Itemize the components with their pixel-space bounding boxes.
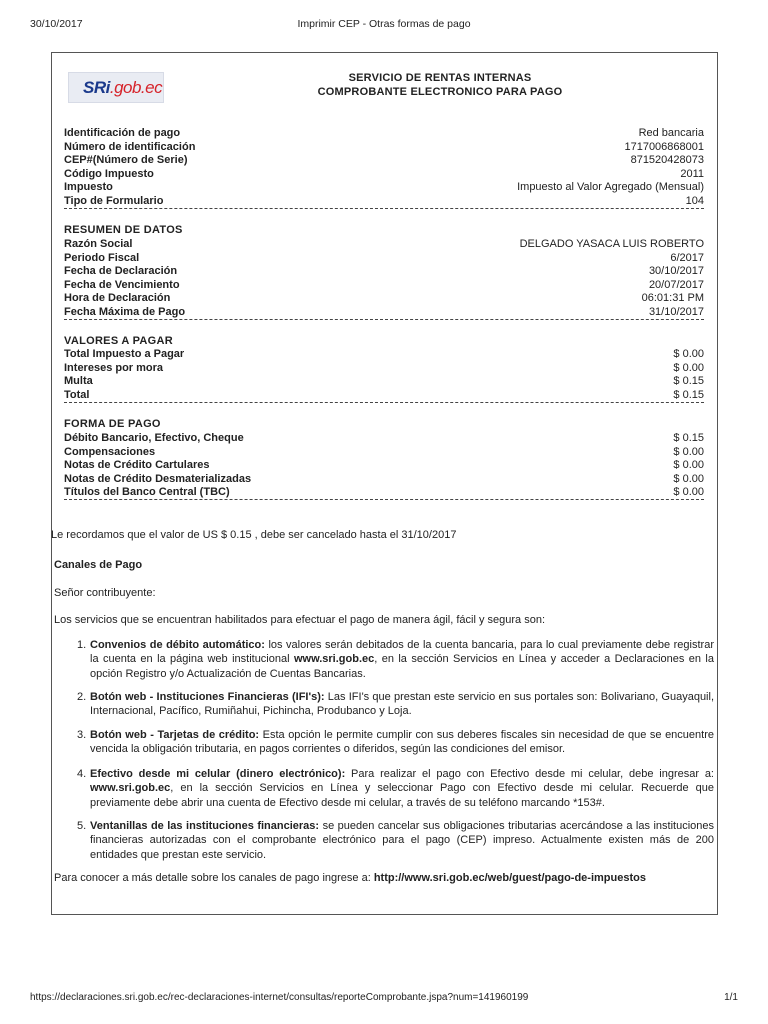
item-text: se pueden cancelar sus obligaciones tributarias acercándose a las instituciones financieras autorizadas con el comprobante electrónico para el pago (CEP) impreso. Actualmente existen más de 200 entidades que prestan este servicio. [90, 820, 714, 861]
row-value: $ 0.15 [673, 432, 704, 444]
pago-impuestos-link[interactable]: http://www.sri.gob.ec/web/guest/pago-de-impuestos [373, 872, 646, 884]
row-label: Tipo de Formulario [64, 195, 164, 207]
row-label: Intereses por mora [64, 361, 164, 374]
forma-row [64, 432, 704, 445]
row-value: 6/2017 [670, 251, 704, 264]
resumen-row [64, 252, 704, 265]
resumen-row [64, 306, 704, 320]
resumen-row [64, 279, 704, 292]
row-value: Red bancaria [638, 127, 704, 139]
item-title: Botón web - Tarjetas de crédito: [90, 729, 260, 741]
row-label: Fecha de Vencimiento [64, 278, 180, 291]
list-item [77, 690, 715, 719]
row-label: Títulos del Banco Central (TBC) [64, 486, 230, 499]
row-label: CEP#(Número de Serie) [64, 154, 188, 167]
row-value: Impuesto al Valor Agregado (Mensual) [517, 181, 704, 194]
item-title: Convenios de débito automático: [90, 639, 265, 651]
payment-reminder: Le recordamos que el valor de US $ 0.15 , debe ser cancelado hasta el 31/10/2017 [51, 529, 457, 541]
id-row [64, 181, 704, 194]
row-value: 20/07/2017 [648, 278, 704, 291]
canales-heading: Canales de Pago [54, 559, 143, 571]
list-item [77, 638, 714, 681]
row-label: Identificación de pago [64, 127, 181, 139]
doc-title-2: COMPROBANTE ELECTRONICO PARA PAGO [317, 86, 563, 98]
row-label: Número de identificación [64, 140, 196, 153]
salutation: Señor contribuyente: [54, 587, 156, 599]
row-value: $ 0.00 [673, 445, 704, 458]
item-text: los valores serán debitados de la cuenta bancaria, para lo cual previamente debe registrar la cuenta en la página web institucional [90, 639, 714, 666]
row-label: Total [64, 388, 90, 401]
logo-part-domain: .gob.ec [109, 78, 163, 97]
valores-row [64, 389, 704, 403]
print-page-number: 1/1 [724, 992, 738, 1003]
sri-link[interactable]: www.sri.gob.ec [90, 782, 171, 795]
item-text-cont: , en la sección Servicios en Línea y seleccionar Pago con Efectivo desde mi celular. Recuerde que previamente debe abrir una cuenta de Efectivo desde mi celular, a través de su teléfono marcando *153#. [90, 782, 714, 809]
id-row [64, 168, 704, 181]
forma-row [64, 486, 704, 500]
print-url: https://declaraciones.sri.gob.ec/rec-declaraciones-internet/consultas/reporteComprobante.jspa?num=141960199 [30, 992, 529, 1003]
channels-footer [54, 871, 646, 886]
row-value: $ 0.00 [673, 472, 704, 485]
row-value: 2011 [680, 167, 704, 180]
row-label: Periodo Fiscal [64, 251, 140, 264]
forma-row [64, 459, 704, 472]
print-date: 30/10/2017 [30, 18, 83, 30]
row-value: $ 0.15 [673, 375, 704, 388]
list-item [77, 767, 714, 810]
logo-part-sri: SRi [83, 78, 110, 97]
item-number: 2. [77, 691, 87, 703]
resumen-row [64, 292, 704, 305]
row-value: DELGADO YASACA LUIS ROBERTO [519, 238, 704, 250]
valores-row [64, 348, 704, 361]
sri-logo [68, 72, 164, 103]
id-row [64, 195, 704, 209]
row-value: $ 0.00 [673, 486, 704, 499]
id-row [64, 154, 704, 167]
row-label: Fecha Máxima de Pago [64, 306, 186, 318]
resumen-row [64, 265, 704, 278]
row-label: Total Impuesto a Pagar [64, 348, 185, 360]
channels-footer-text: Para conocer a más detalle sobre los canales de pago ingrese a: [54, 872, 374, 884]
print-header [30, 18, 738, 32]
row-label: Impuesto [64, 181, 113, 194]
row-value: 06:01:31 PM [641, 292, 704, 305]
row-label: Razón Social [64, 238, 133, 250]
row-value: 30/10/2017 [648, 265, 704, 278]
row-label: Notas de Crédito Cartulares [64, 459, 210, 472]
item-text: Para realizar el pago con Efectivo desde mi celular, debe ingresar a: [345, 768, 714, 780]
forma-row [64, 446, 704, 459]
row-label: Notas de Crédito Desmaterializadas [64, 472, 252, 485]
print-footer [30, 992, 738, 1006]
doc-title-1: SERVICIO DE RENTAS INTERNAS [348, 72, 532, 84]
item-title: Botón web - Instituciones Financieras (IFI's): [90, 691, 325, 703]
row-value: 871520428073 [630, 154, 704, 167]
channels-intro: Los servicios que se encuentran habilitados para efectuar el pago de manera ágil, fácil y segura son: [54, 614, 546, 626]
row-value: 1717006868001 [624, 140, 704, 153]
id-row [64, 127, 704, 140]
row-label: Multa [64, 375, 93, 388]
row-value: 31/10/2017 [648, 306, 704, 318]
section-heading: FORMA DE PAGO [64, 418, 161, 430]
item-text-cont: , en la sección Servicios en Línea y acceder a Declaraciones en la opción Registro y/o Actualización de Cuentas Bancarias. [90, 653, 714, 680]
item-number: 5. [77, 820, 87, 832]
list-item [77, 819, 714, 862]
item-number: 1. [77, 639, 87, 651]
row-value: $ 0.15 [673, 388, 704, 401]
row-label: Compensaciones [64, 445, 156, 458]
item-number: 3. [77, 729, 87, 741]
row-label: Hora de Declaración [64, 292, 171, 305]
forma-row [64, 473, 704, 486]
valores-row [64, 375, 704, 388]
item-number: 4. [77, 768, 87, 780]
row-value: $ 0.00 [673, 459, 704, 472]
row-label: Código Impuesto [64, 167, 154, 180]
item-text: Esta opción le permite cumplir con sus deberes fiscales sin necesidad de que se encuentre vencida la obligación tributaria, en pagos corrientes o diferidos, según las condiciones del emisor. [90, 729, 714, 756]
row-value: 104 [685, 195, 704, 207]
item-title: Efectivo desde mi celular (dinero electrónico): [90, 768, 346, 780]
section-heading: VALORES A PAGAR [64, 335, 174, 347]
print-page-title: Imprimir CEP - Otras formas de pago [297, 18, 471, 30]
row-value: $ 0.00 [673, 348, 704, 360]
item-text: Las IFI's que prestan este servicio en sus portales son: Bolivariano, Guayaquil, Internacional, Pacífico, Rumiñahui, Pichincha, Produbanco y Loja. [90, 691, 715, 718]
resumen-row [64, 238, 704, 251]
row-value: $ 0.00 [673, 361, 704, 374]
id-row [64, 141, 704, 154]
list-item [77, 728, 714, 757]
item-title: Ventanillas de las instituciones financieras: [90, 820, 320, 832]
sri-link[interactable]: www.sri.gob.ec [293, 653, 375, 666]
row-label: Fecha de Declaración [64, 265, 178, 278]
row-label: Débito Bancario, Efectivo, Cheque [64, 432, 244, 444]
valores-row [64, 362, 704, 375]
section-heading: RESUMEN DE DATOS [64, 224, 183, 236]
